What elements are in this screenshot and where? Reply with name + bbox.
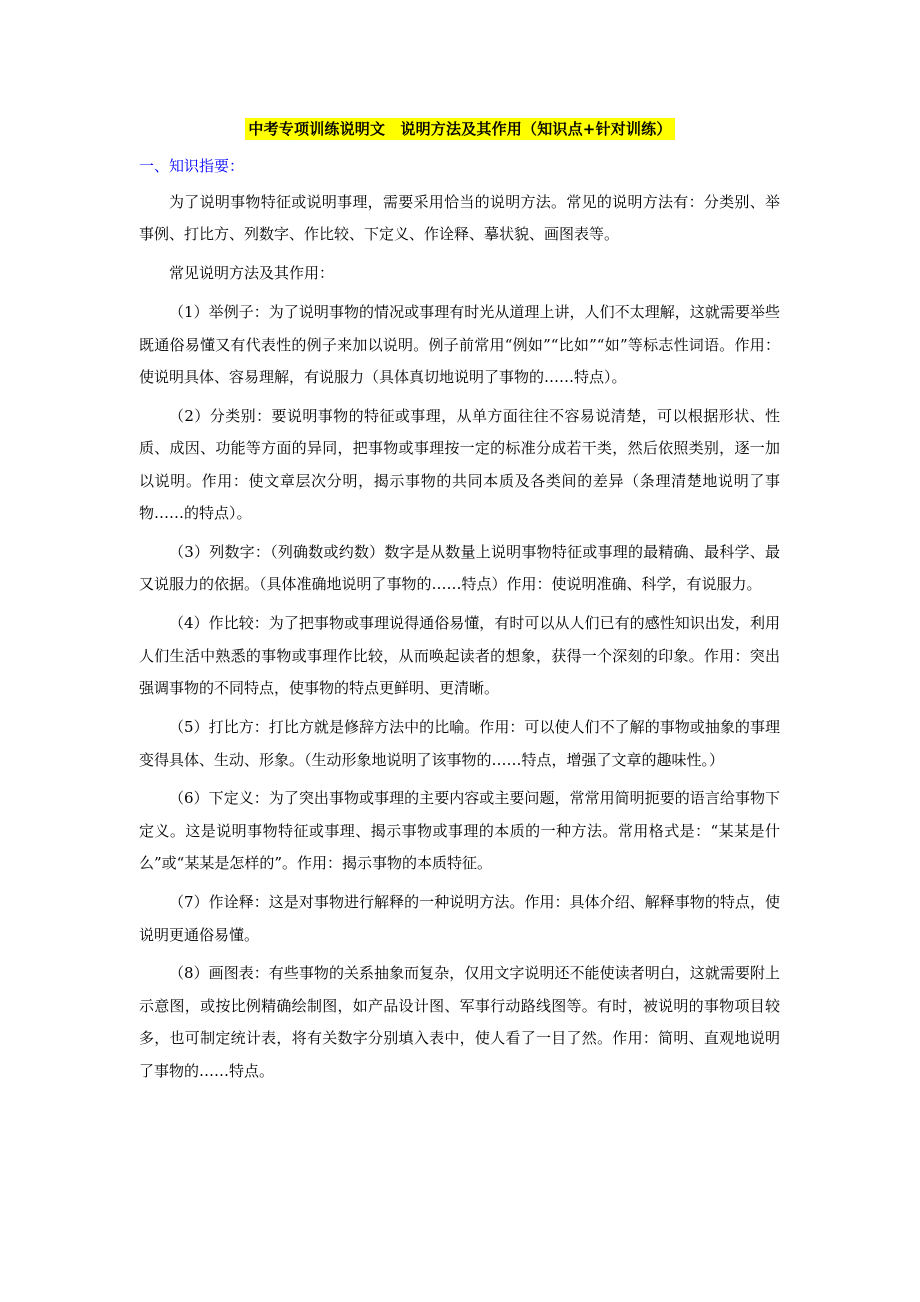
section-heading: 一、知识指要：	[139, 157, 245, 175]
paragraph-interpretation: （7）作诠释：这是对事物进行解释的一种说明方法。作用：具体介绍、解释事物的特点，使说明更通俗易懂。	[139, 893, 780, 944]
document-body	[139, 186, 780, 1094]
paragraph-chart: （8）画图表：有些事物的关系抽象而复杂，仅用文字说明还不能使读者明白，这就需要附上示意图，或按比例精确绘制图，如产品设计图、军事行动路线图等。有时，被说明的事物项目较多，也可制定统计表，将有关数字分别填入表中，使人看了一目了然。作用：简明、直观地说明了事物的……特点。	[139, 964, 780, 1080]
paragraph-comparison: （4）作比较：为了把事物或事理说得通俗易懂，有时可以从人们已有的感性知识出发，利用人们生活中熟悉的事物或事理作比较，从而唤起读者的想象，获得一个深刻的印象。作用：突出强调事物的不同特点，使事物的特点更鲜明、更清晰。	[139, 614, 780, 698]
title-container	[0, 118, 920, 140]
paragraph-numbers: （3）列数字：（列确数或约数）数字是从数量上说明事物特征或事理的最精确、最科学、最又说服力的依据。（具体准确地说明了事物的……特点）作用：使说明准确、科学，有说服力。	[139, 543, 780, 594]
paragraph-intro: 为了说明事物特征或说明事理，需要采用恰当的说明方法。常见的说明方法有：分类别、举事例、打比方、列数字、作比较、下定义、作诠释、摹状貌、画图表等。	[139, 193, 780, 244]
paragraph-methods-heading: 常见说明方法及其作用：	[169, 264, 335, 283]
document-title: 中考专项训练说明文 说明方法及其作用（知识点+针对训练）	[245, 118, 674, 140]
paragraph-example: （1）举例子：为了说明事物的情况或事理有时光从道理上讲，人们不太理解，这就需要举些既通俗易懂又有代表性的例子来加以说明。例子前常用“例如”“比如”“如”等标志性词语。作用：使说明具体、容易理解，有说服力（具体真切地说明了事物的……特点）。	[139, 303, 780, 387]
paragraph-definition: （6）下定义：为了突出事物或事理的主要内容或主要问题，常常用简明扼要的语言给事物下定义。这是说明事物特征或事理、揭示事物或事理的本质的一种方法。常用格式是：“某某是什么”或“某某是怎样的”。作用：揭示事物的本质特征。	[139, 789, 780, 873]
paragraph-analogy: （5）打比方：打比方就是修辞方法中的比喻。作用：可以使人们不了解的事物或抽象的事理变得具体、生动、形象。（生动形象地说明了该事物的……特点，增强了文章的趣味性。）	[139, 718, 780, 769]
paragraph-classification: （2）分类别：要说明事物的特征或事理，从单方面往往不容易说清楚，可以根据形状、性质、成因、功能等方面的异同，把事物或事理按一定的标准分成若干类，然后依照类别，逐一加以说明。作用：使文章层次分明，揭示事物的共同本质及各类间的差异（条理清楚地说明了事物……的特点）。	[139, 406, 780, 523]
